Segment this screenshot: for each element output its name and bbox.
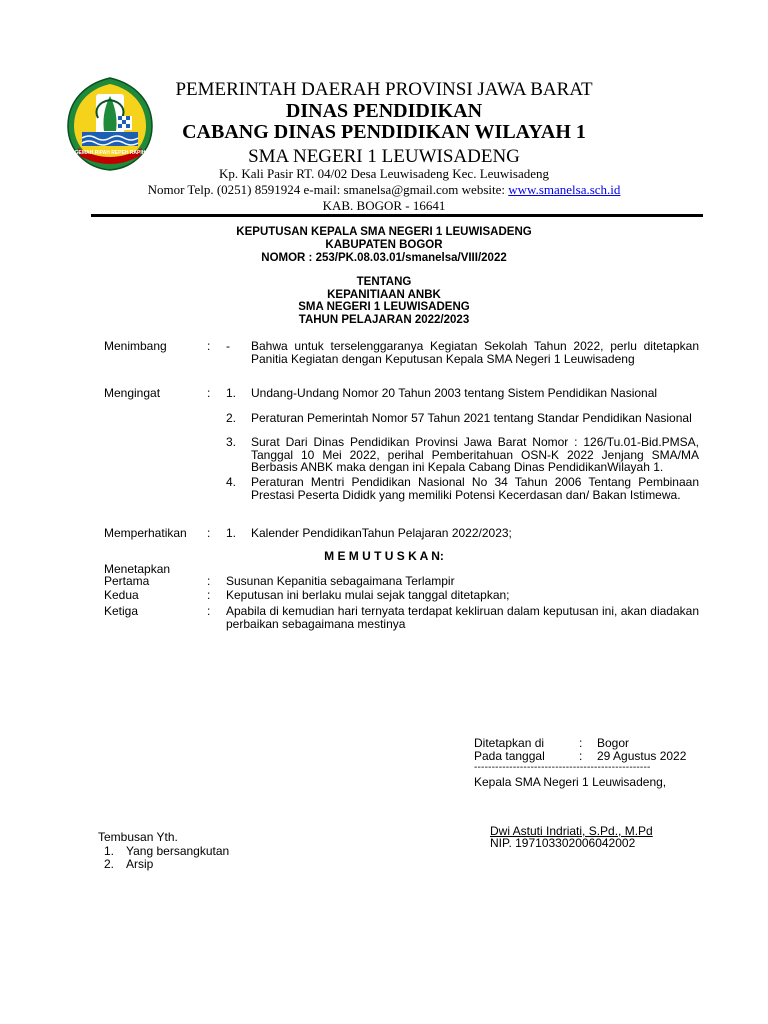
memperhatikan-colon: :	[207, 526, 211, 540]
decree-subject-3: TAHUN PELAJARAN 2022/2023	[298, 314, 470, 326]
mengingat-label: Mengingat	[104, 386, 161, 400]
letterhead-school: SMA NEGERI 1 LEUWISADENG	[248, 146, 520, 167]
letterhead-branch: CABANG DINAS PENDIDIKAN WILAYAH 1	[182, 121, 586, 143]
tembusan-label: Tembusan Yth.	[98, 830, 178, 844]
menetapkan-row-text: Susunan Kepanitia sebagaimana Terlampir	[226, 574, 455, 588]
memutuskan-heading: M E M U T U S K A N:	[324, 549, 444, 563]
menetapkan-row-label: Kedua	[104, 588, 139, 602]
ditetapkan-colon: :	[579, 736, 583, 750]
letterhead-divider	[91, 214, 703, 217]
tembusan-item-text: Arsip	[126, 857, 154, 871]
menetapkan-label: Menetapkan	[104, 562, 171, 576]
mengingat-item-text: Peraturan Pemerintah Nomor 57 Tahun 2021 tentang Standar Pendidikan Nasional	[251, 411, 692, 425]
tanggal-value: 29 Agustus 2022	[597, 749, 687, 763]
menetapkan-row-colon: :	[207, 604, 211, 618]
menetapkan-row-text: Apabila di kemudian hari ternyata terdapat kekliruan dalam keputusan ini, akan diadakan perbaikan sebagaimana mestinya	[226, 604, 699, 631]
website-link[interactable]: www.smanelsa.sch.id	[508, 182, 621, 197]
decree-subject-1: KEPANITIAAN ANBK	[327, 289, 441, 301]
mengingat-item-text: Peraturan Mentri Pendidikan Nasional No 34 Tahun 2006 Tentang Pembinaan Prestasi Peserta Dididk yang memiliki Potensi Kecerdasan dan/ Bakan Istimewa.	[251, 475, 699, 502]
tembusan-item-text: Yang bersangkutan	[126, 844, 230, 858]
menetapkan-row-text: Keputusan ini berlaku mulai sejak tanggal ditetapkan;	[226, 588, 510, 602]
mengingat-item-num: 1.	[226, 386, 237, 400]
menimbang-bullet: -	[226, 339, 230, 353]
letterhead-contact	[0, 182, 768, 198]
signature-position: Kepala SMA Negeri 1 Leuwisadeng,	[474, 775, 667, 789]
tembusan-item-num: 1.	[104, 844, 115, 858]
menetapkan-row-label: Ketiga	[104, 604, 139, 618]
ditetapkan-label: Ditetapkan di	[474, 736, 545, 750]
mengingat-item-num: 2.	[226, 411, 237, 425]
memperhatikan-label: Memperhatikan	[104, 526, 187, 540]
menetapkan-row-colon: :	[207, 588, 211, 602]
logo-motto: GEMAH RIPAH REPEH RAPIH	[74, 150, 146, 156]
signatory-name: Dwi Astuti Indriati, S.Pd., M.Pd	[490, 824, 653, 838]
decree-regency: KABUPATEN BOGOR	[325, 239, 443, 251]
memperhatikan-text: Kalender PendidikanTahun Pelajaran 2022/2023;	[251, 526, 512, 540]
tanggal-label: Pada tanggal	[474, 749, 545, 763]
menetapkan-row-colon: :	[207, 574, 211, 588]
letterhead-agency: DINAS PENDIDIKAN	[285, 100, 483, 122]
tembusan-item-num: 2.	[104, 857, 115, 871]
tanggal-colon: :	[579, 749, 583, 763]
menimbang-colon: :	[207, 339, 211, 353]
decree-tentang: TENTANG	[356, 276, 412, 288]
decree-title: KEPUTUSAN KEPALA SMA NEGERI 1 LEUWISADENG	[236, 226, 532, 238]
contact-text: Nomor Telp. (0251) 8591924 e-mail: smanelsa@gmail.com website:	[147, 182, 509, 197]
letterhead-address: Kp. Kali Pasir RT. 04/02 Desa Leuwisadeng Kec. Leuwisadeng	[218, 166, 550, 181]
mengingat-item-num: 4.	[226, 475, 237, 489]
mengingat-item-text: Surat Dari Dinas Pendidikan Provinsi Jawa Barat Nomor : 126/Tu.01-Bid.PMSA, Tanggal 10 Mei 2022, perihal Pemberitahuan OSN-K 2022 Jenjang SMA/MA Berbasis ANBK maka dengan ini Kepala Cabang Dinas PendidikanWilayah 1.	[251, 435, 699, 474]
signature-dashes: --------------------------------------------------	[474, 762, 651, 773]
menimbang-label: Menimbang	[104, 339, 167, 353]
menimbang-text: Bahwa untuk terselenggaranya Kegiatan Sekolah Tahun 2022, perlu ditetapkan Panitia Kegiatan dengan Keputusan Kepala SMA Negeri 1 Leuwisadeng	[251, 339, 699, 366]
mengingat-item-text: Undang-Undang Nomor 20 Tahun 2003 tentang Sistem Pendidikan Nasional	[251, 386, 658, 400]
mengingat-colon: :	[207, 386, 211, 400]
decree-subject-2: SMA NEGERI 1 LEUWISADENG	[298, 301, 470, 313]
letterhead-city: KAB. BOGOR - 16641	[322, 198, 446, 213]
mengingat-item-num: 3.	[226, 435, 237, 449]
ditetapkan-value: Bogor	[597, 736, 630, 750]
memperhatikan-num: 1.	[226, 526, 237, 540]
signatory-nip: NIP. 197103302006042002	[490, 836, 636, 850]
menetapkan-row-label: Pertama	[104, 574, 150, 588]
decree-number: NOMOR : 253/PK.08.03.01/smanelsa/VIII/2022	[261, 252, 507, 264]
letterhead-government: PEMERINTAH DAERAH PROVINSI JAWA BARAT	[175, 79, 593, 100]
